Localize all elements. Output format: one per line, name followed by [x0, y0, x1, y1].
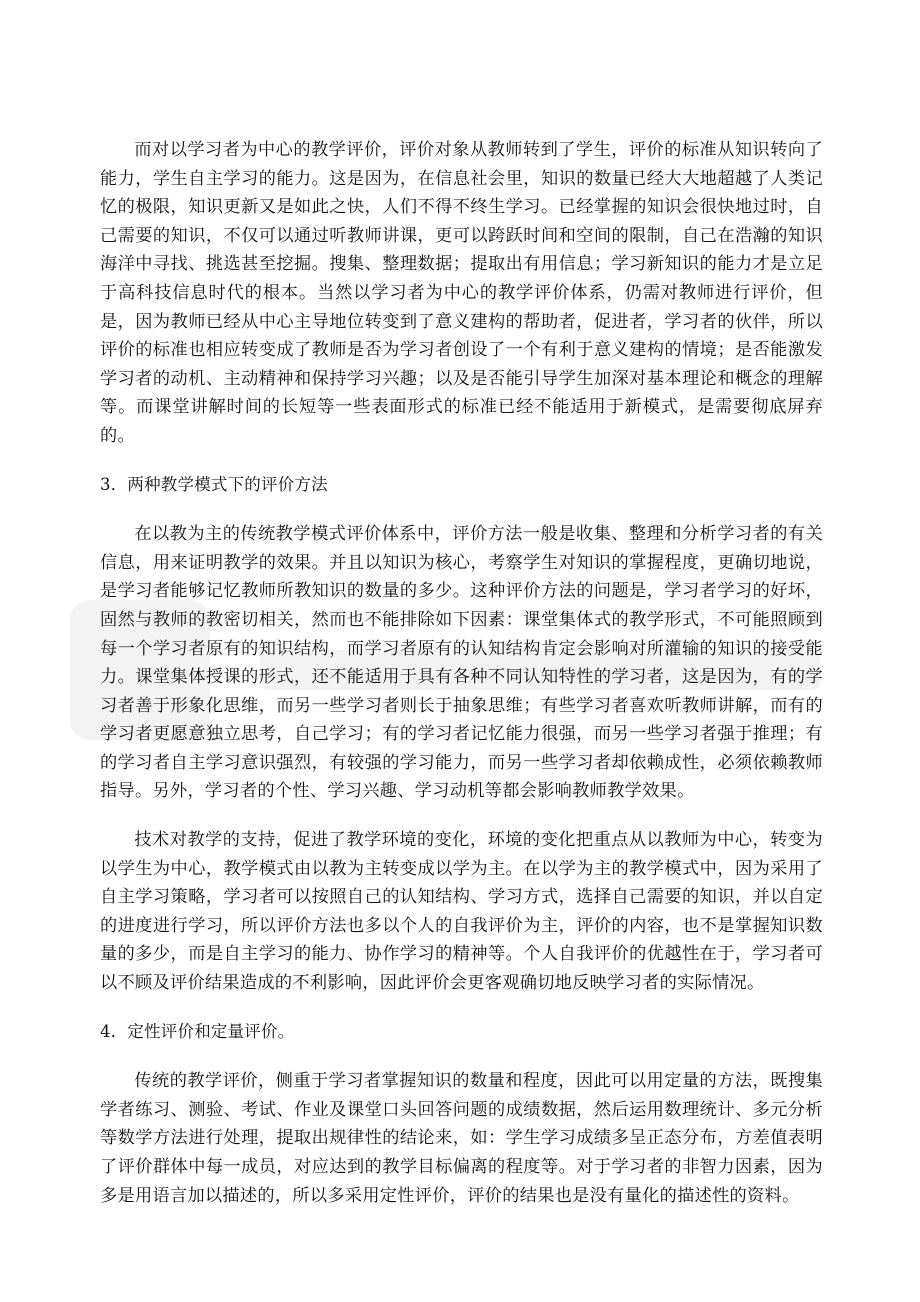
document-body	[100, 136, 823, 1210]
paragraph-quantitative-evaluation: 传统的教学评价，侧重于学习者掌握知识的数量和程度，因此可以用定量的方法，既搜集学者练习、测验、考试、作业及课堂口头回答问题的成绩数据，然后运用数理统计、多元分析等数学方法进行处理，提取出规律性的结论来，如：学生学习成绩多呈正态分布，方差值表明了评价群体中每一成员，对应达到的教学目标偏离的程度等。对于学习者的非智力因素，因为多是用语言加以描述的，所以多采用定性评价，评价的结果也是没有量化的描述性的资料。	[100, 1071, 823, 1206]
heading-qualitative-quantitative: 4．定性评价和定量评价。	[100, 1021, 295, 1041]
paragraph-technology-support: 技术对教学的支持，促进了教学环境的变化，环境的变化把重点从以教师为中心，转变为以学生为中心，教学模式由以教为主转变成以学为主。在以学为主的教学模式中，因为采用了自主学习策略，学习者可以按照自己的认知结构、学习方式，选择自己需要的知识，并以自定的进度进行学习，所以评价方法也多以个人的自我评价为主，评价的内容，也不是掌握知识数量的多少，而是自主学习的能力、协作学习的精神等。个人自我评价的优越性在于，学习者可以不顾及评价结果造成的不利影响，因此评价会更客观确切地反映学习者的实际情况。	[100, 830, 823, 994]
paragraph-learner-centered-evaluation: 而对以学习者为中心的教学评价，评价对象从教师转到了学生，评价的标准从知识转向了能力，学生自主学习的能力。这是因为，在信息社会里，知识的数量已经大大地超越了人类记忆的极限，知识更新又是如此之快，人们不得不终生学习。已经掌握的知识会很快地过时，自己需要的知识，不仅可以通过听教师讲课，更可以跨跃时间和空间的限制，自己在浩瀚的知识海洋中寻找、挑选甚至挖掘。搜集、整理数据；提取出有用信息；学习新知识的能力才是立足于高科技信息时代的根本。当然以学习者为中心的教学评价体系，仍需对教师进行评价，但是，因为教师已经从中心主导地位转变到了意义建构的帮助者，促进者，学习者的伙伴，所以评价的标准也相应转变成了教师是否为学习者创设了一个有利于意义建构的情境；是否能激发学习者的动机、主动精神和保持学习兴趣；以及是否能引导学生加深对基本理论和概念的理解等。而课堂讲解时间的长短等一些表面形式的标准已经不能适用于新模式，是需要彻底屏弃的。	[100, 140, 823, 446]
heading-evaluation-methods: 3．两种教学模式下的评价方法	[100, 474, 328, 494]
paragraph-traditional-evaluation: 在以教为主的传统教学模式评价体系中，评价方法一般是收集、整理和分析学习者的有关信息，用来证明教学的效果。并且以知识为核心，考察学生对知识的掌握程度，更确切地说，是学习者能够记忆教师所教知识的数量的多少。这种评价方法的问题是，学习者学习的好坏，固然与教师的教密切相关，然而也不能排除如下因素：课堂集体式的教学形式，不可能照顾到每一个学习者原有的知识结构，而学习者原有的认知结构肯定会影响对所灌输的知识的接受能力。课堂集体授课的形式，还不能适用于具有各种不同认知特性的学习者，这是因为，有的学习者善于形象化思维，而另一些学习者则长于抽象思维；有些学习者喜欢听教师讲解，而有的学习者更愿意独立思考，自己学习；有的学习者记忆能力很强，而另一些学习者强于推理；有的学习者自主学习意识强烈，有较强的学习能力，而另一些学习者却依赖成性，必须依赖教师指导。另外，学习者的个性、学习兴趣、学习动机等都会影响教师教学效果。	[100, 524, 823, 802]
